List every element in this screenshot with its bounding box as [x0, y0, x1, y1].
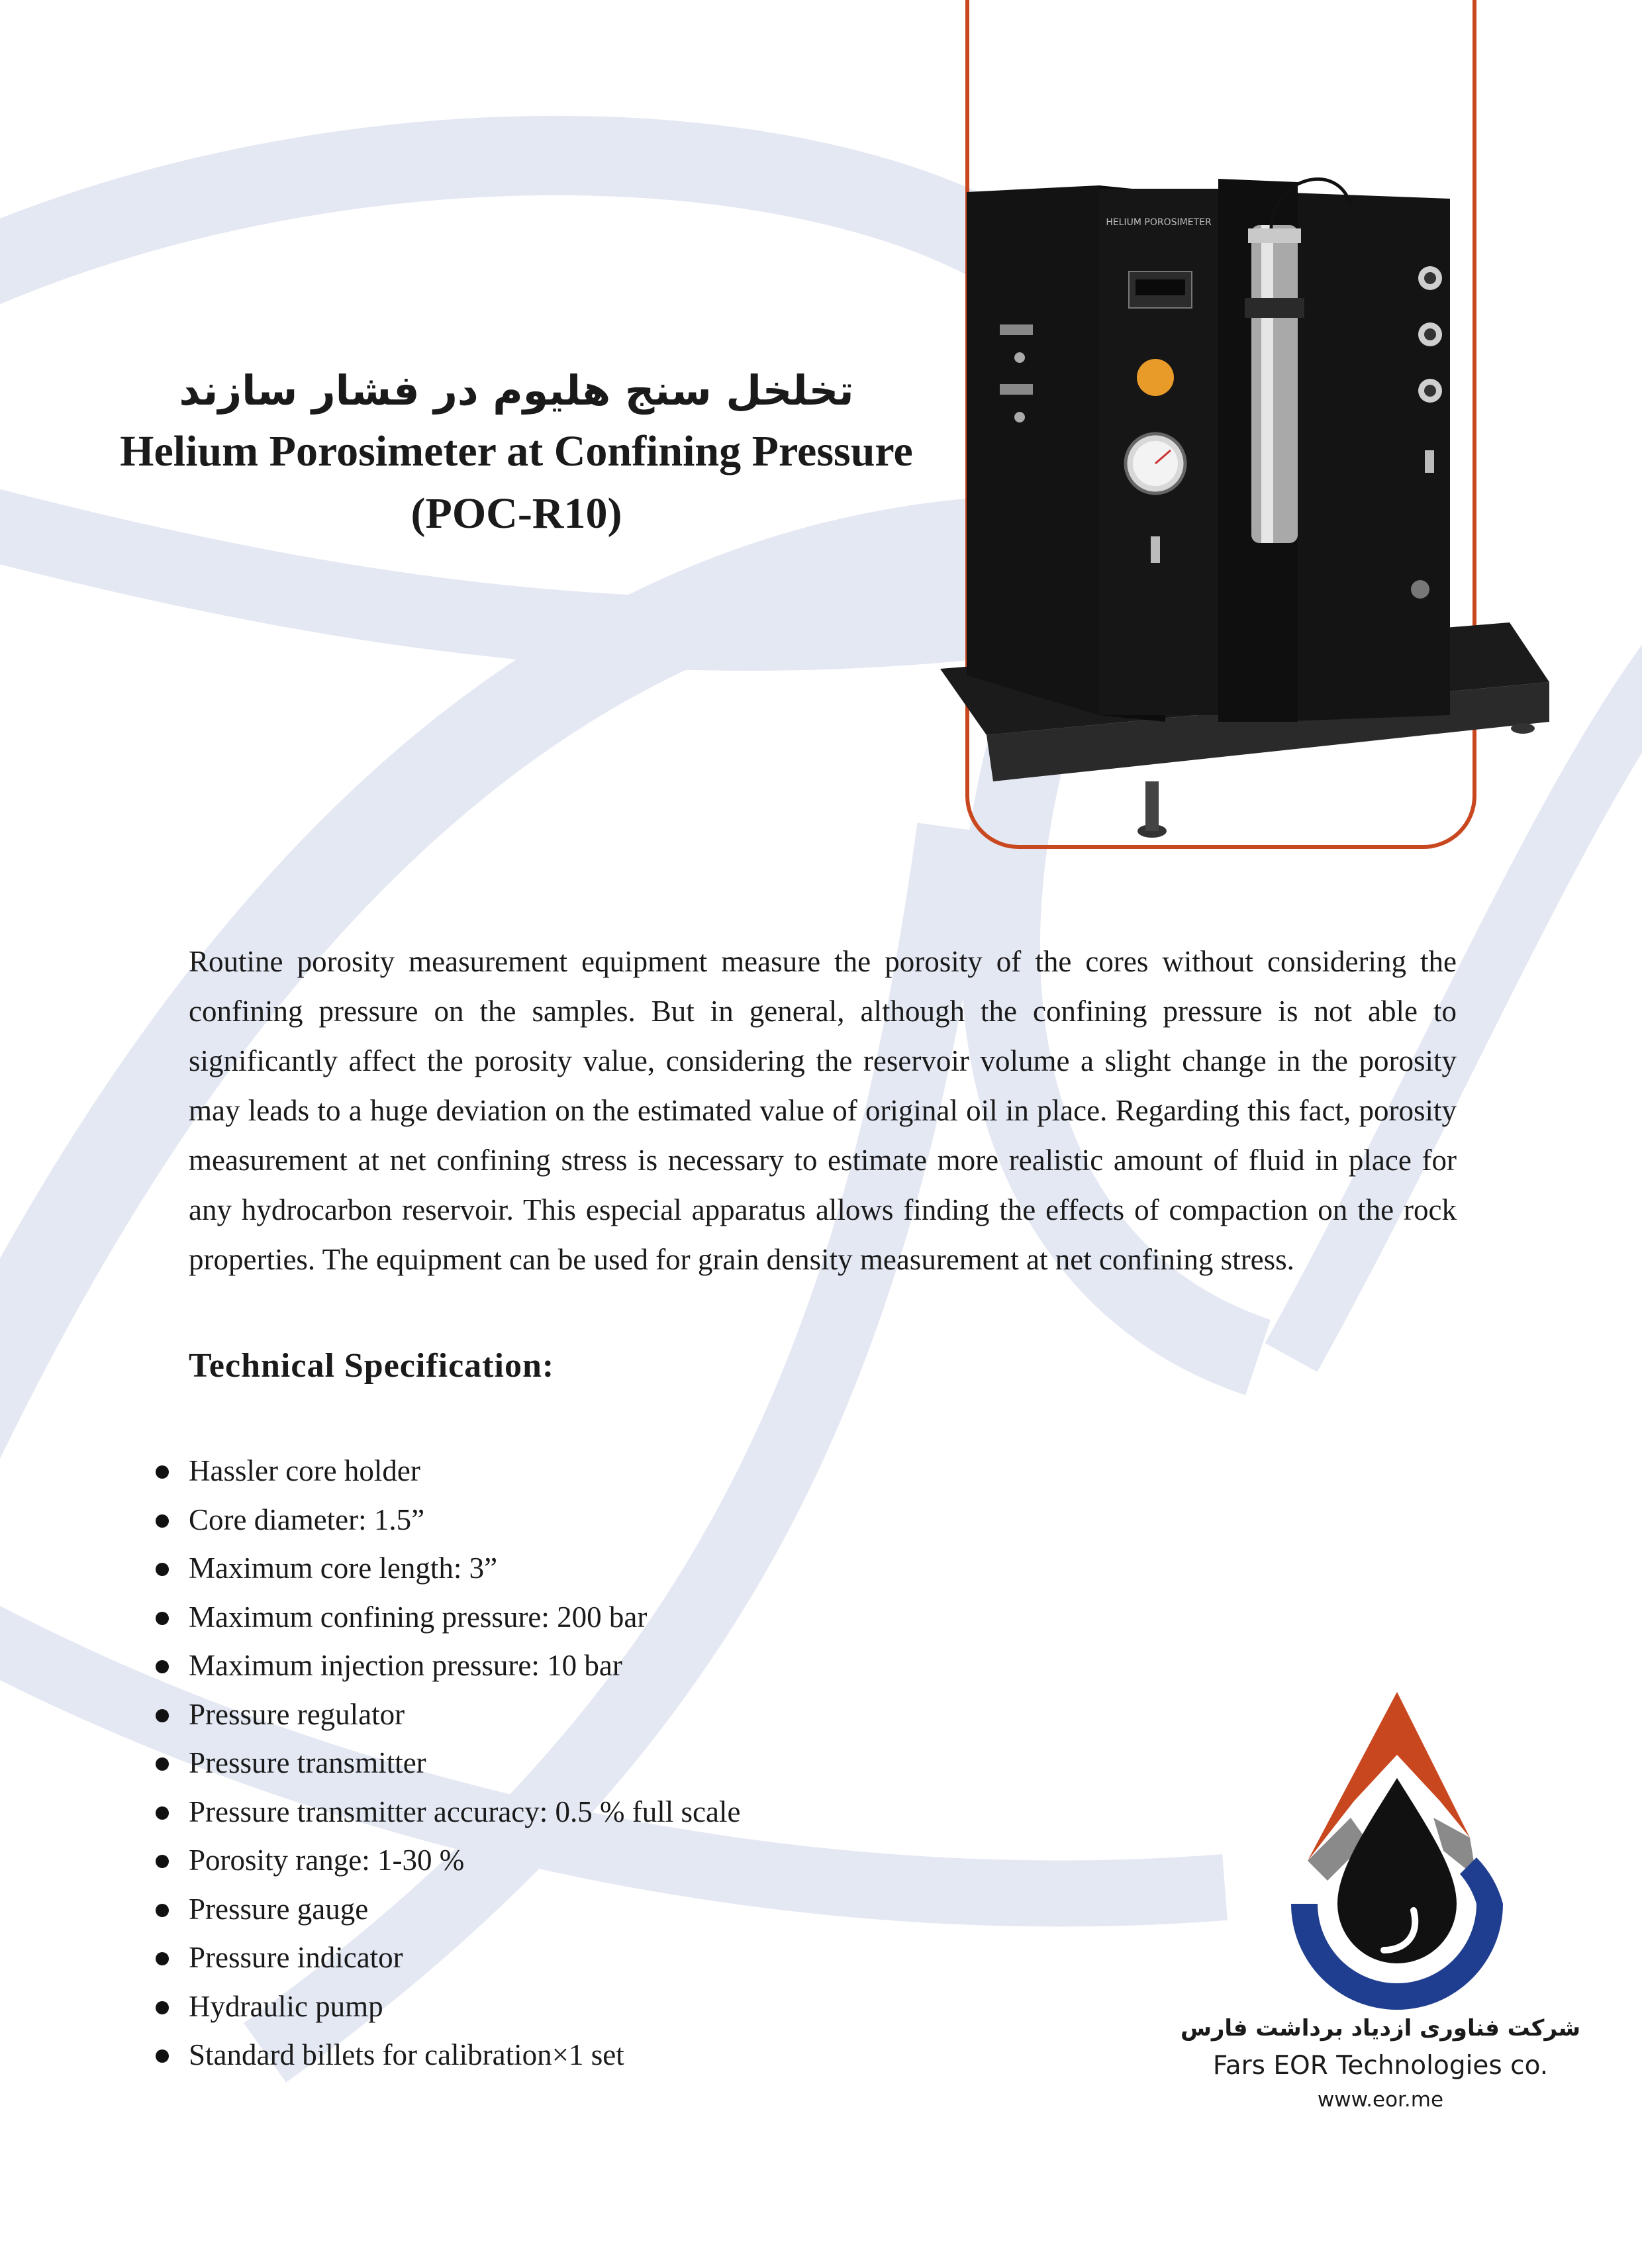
spec-item: Pressure gauge [156, 1885, 740, 1934]
bullet-icon [156, 2001, 169, 2014]
porosimeter-device-image [927, 166, 1563, 854]
company-english-name: Fars EOR Technologies co. [1212, 2051, 1549, 2081]
bullet-icon [156, 1952, 169, 1965]
company-block [1165, 2010, 1596, 2114]
device-panel-header: HELIUM POROSIMETER [1106, 217, 1212, 228]
spec-item: Maximum confining pressure: 200 bar [156, 1593, 740, 1642]
spec-item: Core diameter: 1.5” [156, 1496, 740, 1545]
title-english: Helium Porosimeter at Confining Pressure [120, 427, 913, 475]
company-persian-name: شرکت فناوری ازدیاد برداشت فارس [1180, 2015, 1581, 2042]
description-paragraph: Routine porosity measurement equipment measure the porosity of the cores without considering the confining pressure on the samples. But in general, although the confining pressure is not able to significantly affect the porosity value, considering the reservoir volume a slight change in the porosity may leads to a huge deviation on the estimated value of original oil in place. Regarding this fact, porosity measurement at net confining stress is necessary to estimate more realistic amount of fluid in place for any hydrocarbon reservoir. This especial apparatus allows finding the effects of compaction on the rock properties. The equipment can be used for grain density measurement at net confining stress. [189, 945, 1457, 1276]
company-logo-icon [1278, 1685, 1516, 2016]
bullet-icon [156, 1660, 169, 1673]
bullet-icon [156, 1855, 169, 1868]
spec-item: Pressure regulator [156, 1691, 740, 1740]
spec-item: Porosity range: 1-30 % [156, 1836, 740, 1885]
spec-item: Maximum injection pressure: 10 bar [156, 1642, 740, 1691]
bullet-icon [156, 1806, 169, 1820]
spec-heading: Technical Specification: [189, 1347, 555, 1385]
spec-item: Hassler core holder [156, 1447, 740, 1496]
spec-list [156, 1447, 740, 2080]
bullet-icon [156, 1757, 169, 1771]
spec-item: Standard billets for calibration×1 set [156, 2031, 740, 2080]
bullet-icon [156, 1465, 169, 1479]
bullet-icon [156, 1563, 169, 1576]
spec-item: Hydraulic pump [156, 1983, 740, 2032]
title-model: (POC-R10) [410, 489, 622, 538]
bullet-icon [156, 1709, 169, 1722]
spec-item: Maximum core length: 3” [156, 1544, 740, 1593]
spec-item: Pressure indicator [156, 1934, 740, 1983]
bullet-icon [156, 1514, 169, 1528]
spec-item: Pressure transmitter accuracy: 0.5 % full scale [156, 1788, 740, 1837]
bullet-icon [156, 1904, 169, 1917]
title-block [106, 361, 927, 545]
bullet-icon [156, 1612, 169, 1625]
spec-item: Pressure transmitter [156, 1739, 740, 1788]
bullet-icon [156, 2049, 169, 2063]
title-persian: تخلخل سنج هلیوم در فشار سازند [179, 366, 854, 415]
company-website: www.eor.me [1317, 2088, 1444, 2112]
